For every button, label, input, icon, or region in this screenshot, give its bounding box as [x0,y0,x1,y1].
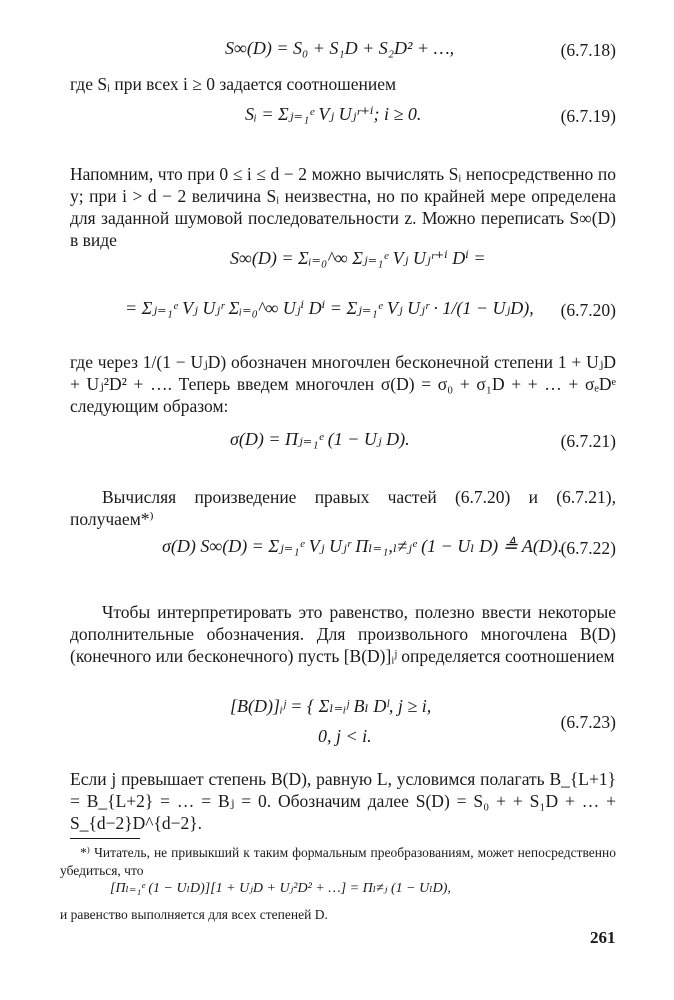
equation-6-7-18 [70,36,616,76]
equation-6-7-23-line2 [70,712,616,762]
paragraph-condition: Если j превышает степень B(D), равную L, условимся полагать B_{L+1} = B_{L+2} = … = Bⱼ = 0. Обозначим далее S(D) = S₀ + + S₁D + … + S_{d−2}D^{d−2}. [70,768,616,833]
paragraph-recall: Напомним, что при 0 ≤ i ≤ d − 2 можно вычислять Sᵢ непосредственно по y; при i > d − 2 величина Sᵢ неизвестна, но по крайней мере определена для заданной шумовой последовательности z. Можно переписать S∞(D) в виде [70,163,616,250]
equation-number: (6.7.18) [560,40,616,60]
equation-6-7-22 [70,530,616,570]
equation-formula: 0, j < i. [318,726,372,746]
footnote-separator [70,838,140,839]
equation-formula: σ(D) S∞(D) = Σⱼ₌₁ᵉ Vⱼ Uⱼʳ Πₗ₌₁,ₗ≠ⱼᵉ (1 − Uₗ D) ≜ A(D). [162,536,563,556]
equation-formula: S∞(D) = S₀ + S₁D + S₂D² + …, [225,38,455,58]
equation-6-7-20-line2 [70,288,616,328]
paragraph-si-definition: где Sᵢ при всех i ≥ 0 задается соотношением [70,73,397,94]
equation-6-7-21 [70,423,616,463]
footnote-formula: [Πₗ₌₁ᵉ (1 − UₗD)][1 + UⱼD + Uⱼ²D² + …] = Πₗ≠ⱼ (1 − UₗD), [110,881,451,896]
paragraph-notation: Чтобы интерпретировать это равенство, полезно ввести некоторые дополнительные обозначения. Для произвольного многочлена B(D) (конечного или бесконечного) пусть [B(D)]ᵢʲ определяется соотношением [70,601,616,666]
equation-6-7-20-line1 [70,238,616,278]
equation-formula: Sᵢ = Σⱼ₌₁ᵉ Vⱼ Uⱼʳ⁺ⁱ; i ≥ 0. [245,104,422,124]
equation-formula: S∞(D) = Σᵢ₌₀^∞ Σⱼ₌₁ᵉ Vⱼ Uⱼʳ⁺ⁱ Dⁱ = [230,248,486,268]
equation-number: (6.7.22) [560,538,616,558]
footnote-tail: и равенство выполняется для всех степеней D. [60,906,328,922]
equation-number: (6.7.19) [560,106,616,126]
equation-number: (6.7.23) [560,712,616,732]
equation-formula: σ(D) = Πⱼ₌₁ᵉ (1 − Uⱼ D). [230,429,410,449]
page-number: 261 [590,928,616,947]
equation-formula: [B(D)]ᵢʲ = { Σₗ₌ᵢʲ Bₗ Dˡ, j ≥ i, [230,696,432,716]
equation-number: (6.7.20) [560,300,616,320]
equation-formula: = Σⱼ₌₁ᵉ Vⱼ Uⱼʳ Σᵢ₌₀^∞ Uⱼⁱ Dⁱ = Σⱼ₌₁ᵉ Vⱼ Uⱼʳ · 1/(1 − UⱼD), [125,298,534,318]
paragraph-sigma-intro: где через 1/(1 − UⱼD) обозначен многочлен бесконечной степени 1 + UⱼD + Uⱼ²D² + …. Теперь введем многочлен σ(D) = σ₀ + σ₁D + + … + σₑDᵉ следующим образом: [70,351,616,416]
equation-6-7-19 [70,100,616,140]
equation-number: (6.7.21) [560,431,616,451]
footnote-text: *⁾ Читатель, не привыкший к таким формальным преобразованиям, может непосредственно убедиться, что [60,844,616,878]
paragraph-product: Вычисляя произведение правых частей (6.7.20) и (6.7.21), получаем*⁾ [70,486,616,529]
